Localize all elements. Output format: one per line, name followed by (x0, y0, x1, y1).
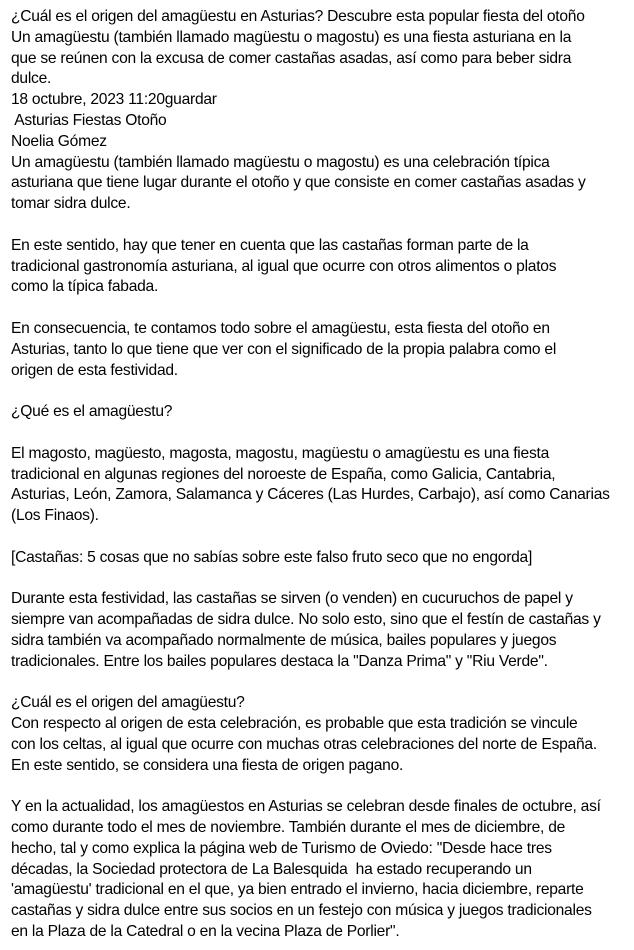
summary-line: dulce. (11, 70, 52, 88)
paragraph-line: origen de esta festividad. (11, 361, 178, 379)
paragraph-line: hecho, tal y como explica la página web de Turismo de Oviedo: "Desde hace tres (11, 839, 552, 857)
paragraph-line: Asturias, León, Zamora, Salamanca y Cáceres (Las Hurdes, Carbajo), así como Canarias (11, 486, 610, 504)
paragraph-spacer (11, 298, 626, 319)
paragraph-consequence (11, 319, 626, 381)
paragraph-line: como la típica fabada. (11, 278, 159, 296)
paragraph-line: tradicional gastronomía asturiana, al igual que ocurre con otros alimentos o platos (11, 257, 557, 275)
paragraph-spacer (11, 776, 626, 797)
paragraph-line: Un amagüestu (también llamado magüestu o magostu) es una celebración típica (11, 153, 550, 171)
related-article-link[interactable]: [Castañas: 5 cosas que no sabías sobre este falso fruto seco que no engorda] (11, 548, 533, 566)
paragraph-line: En consecuencia, te contamos todo sobre el amagüestu, esta fiesta del otoño en (11, 319, 550, 337)
section-heading-what: ¿Qué es el amagüestu? (11, 403, 173, 421)
paragraph-line: Asturias, tanto lo que tiene que ver con el significado de la propia palabra como el (11, 340, 557, 358)
paragraph-line: tomar sidra dulce. (11, 195, 131, 213)
paragraph-line: siempre van acompañadas de sidra dulce. No solo esto, sino que el festín de castañas y (11, 611, 601, 629)
paragraph-line: tradicional en algunas regiones del noroeste de España, como Galicia, Cantabria, (11, 465, 556, 483)
paragraph-line: (Los Finaos). (11, 507, 99, 525)
article-headline: ¿Cuál es el origen del amagüestu en Asturias? Descubre esta popular fiesta del otoño (11, 8, 585, 25)
paragraph-today (11, 797, 626, 943)
paragraph-line: con los celtas, al igual que ocurre con muchas otras celebraciones del norte de España. (11, 735, 597, 753)
paragraph-line: castañas y sidra dulce entre sus socios en un festejo con música y juegos tradicionales (11, 902, 592, 920)
paragraph-spacer (11, 569, 626, 590)
paragraph-spacer (11, 215, 626, 236)
paragraph-line: Durante esta festividad, las castañas se sirven (o venden) en cucuruchos de papel y (11, 590, 573, 608)
paragraph-line: sidra también va acompañado normalmente de música, bailes populares y juegos (11, 631, 557, 649)
paragraph-line: tradicionales. Entre los bailes populares destaca la "Danza Prima" y "Riu Verde". (11, 652, 548, 670)
summary-line: que se reúnen con la excusa de comer castañas asadas, así como para beber sidra (11, 49, 572, 67)
article-author[interactable]: Noelia Gómez (11, 132, 107, 150)
summary-line: Un amagüestu (también llamado magüestu o magostu) es una fiesta asturiana en la (11, 28, 572, 46)
paragraph-spacer (11, 381, 626, 402)
paragraph-spacer (11, 673, 626, 694)
save-button[interactable]: guardar (164, 91, 217, 109)
paragraph-origin (11, 714, 626, 776)
paragraph-line: como durante todo el mes de noviembre. También durante el mes de diciembre, de (11, 819, 566, 837)
paragraph-line: asturiana que tiene lugar durante el otoño y que consiste en comer castañas asadas y (11, 174, 586, 192)
paragraph-intro (11, 153, 626, 215)
article-page (11, 7, 626, 943)
paragraph-festival (11, 589, 626, 672)
paragraph-line: décadas, la Sociedad protectora de La Balesquida ha estado recuperando un (11, 860, 532, 878)
section-heading-origin: ¿Cuál es el origen del amagüestu? (11, 694, 245, 712)
article-meta (11, 90, 626, 111)
article-tags[interactable]: Asturias Fiestas Otoño (11, 111, 167, 129)
paragraph-line: en la Plaza de la Catedral o en la vecina Plaza de Porlier". (11, 923, 400, 941)
paragraph-line: Con respecto al origen de esta celebración, es probable que esta tradición se vincule (11, 715, 578, 733)
paragraph-line: En este sentido, se considera una fiesta de origen pagano. (11, 756, 404, 774)
paragraph-line: 'amagüestu' tradicional en el que, ya bien entrado el invierno, hacia diciembre, reparte (11, 881, 584, 899)
article-date: 18 octubre, 2023 11:20 (11, 91, 165, 109)
paragraph-line: En este sentido, hay que tener en cuenta que las castañas forman parte de la (11, 236, 529, 254)
article-summary (11, 28, 626, 90)
paragraph-what (11, 444, 626, 527)
paragraph-spacer (11, 423, 626, 444)
paragraph-line: El magosto, magüesto, magosta, magostu, magüestu o amagüestu es una fiesta (11, 444, 549, 462)
paragraph-spacer (11, 527, 626, 548)
paragraph-gastronomy (11, 236, 626, 298)
paragraph-line: Y en la actualidad, los amagüestos en Asturias se celebran desde finales de octubre, así (11, 798, 601, 816)
